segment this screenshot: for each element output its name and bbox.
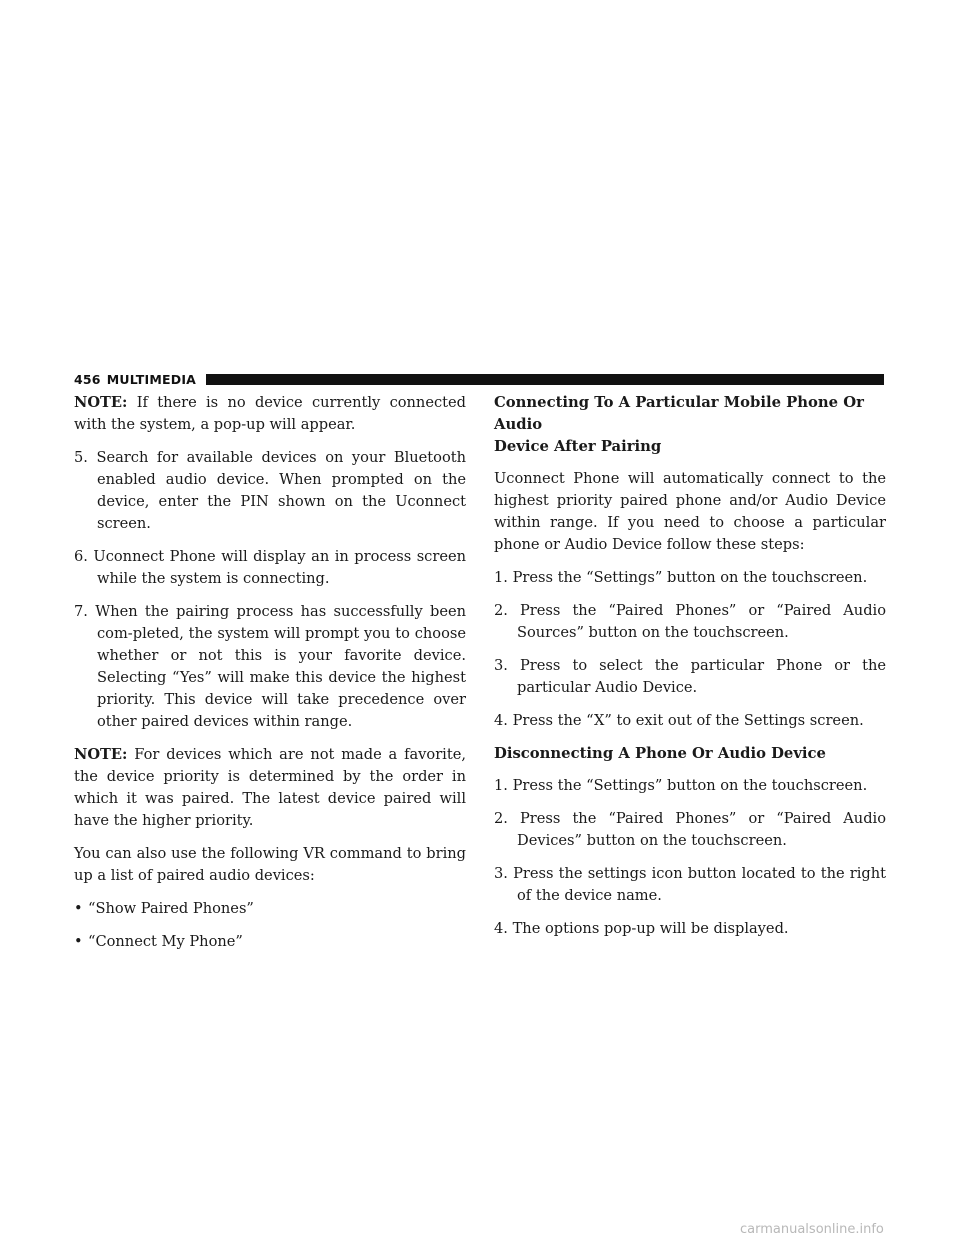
note-label: NOTE: — [74, 746, 128, 763]
step-1: 1. Press the “Settings” button on the touchscreen. — [494, 777, 868, 794]
note-paragraph — [74, 392, 466, 436]
right-column — [494, 392, 886, 951]
step-5: 5. Search for available devices on your Bluetooth enabled audio device. When prompted on the device, enter the PIN shown on the Uconnect screen. — [74, 449, 466, 532]
bullet-glyph: • — [74, 933, 83, 950]
section-heading: Disconnecting A Phone Or Audio Device — [494, 745, 826, 762]
step-2: 2. Press the “Paired Phones” or “Paired Audio Devices” button on the touchscreen. — [494, 810, 886, 849]
step-6: 6. Uconnect Phone will display an in process screen while the system is connecting. — [74, 548, 466, 587]
list-item-text: “Show Paired Phones” — [88, 900, 254, 917]
page-number: 456 — [74, 371, 101, 387]
left-column — [74, 392, 466, 964]
step-7: 7. When the pairing process has successfully been com-pleted, the system will prompt you to choose whether or not this is your favorite device. Selecting “Yes” will make this device the highest priority. This device will take precedence over other paired devices within range. — [74, 603, 466, 730]
section-intro: Uconnect Phone will automatically connect to the highest priority paired phone and/or Audio Device within range. If you need to choose a particular phone or Audio Device follow these steps: — [494, 470, 886, 553]
note-paragraph — [74, 744, 466, 832]
header-rule — [206, 374, 884, 385]
section-heading — [494, 392, 886, 458]
heading-line: Connecting To A Particular Mobile Phone Or Audio — [494, 394, 864, 433]
list-item-text: “Connect My Phone” — [88, 933, 243, 950]
step-4: 4. Press the “X” to exit out of the Settings screen. — [494, 712, 864, 729]
note-label: NOTE: — [74, 394, 128, 411]
step-3: 3. Press the settings icon button located to the right of the device name. — [494, 865, 886, 904]
bullet-glyph: • — [74, 900, 83, 917]
watermark: carmanualsonline.info — [740, 1222, 884, 1237]
vr-intro: You can also use the following VR command to bring up a list of paired audio devices: — [74, 845, 466, 884]
heading-line: Device After Pairing — [494, 438, 662, 455]
step-2: 2. Press the “Paired Phones” or “Paired Audio Sources” button on the touchscreen. — [494, 602, 886, 641]
list-item — [74, 898, 466, 920]
step-4: 4. The options pop-up will be displayed. — [494, 920, 789, 937]
section-title: MULTIMEDIA — [106, 371, 197, 387]
page-header — [74, 371, 884, 387]
note-text: If there is no device currently connected with the system, a pop-up will appear. — [74, 394, 466, 433]
step-1: 1. Press the “Settings” button on the touchscreen. — [494, 569, 868, 586]
list-item — [74, 931, 466, 953]
step-3: 3. Press to select the particular Phone or the particular Audio Device. — [494, 657, 886, 696]
note-text: For devices which are not made a favorite, the device priority is determined by the order in which it was paired. The latest device paired will have the higher priority. — [74, 746, 466, 829]
